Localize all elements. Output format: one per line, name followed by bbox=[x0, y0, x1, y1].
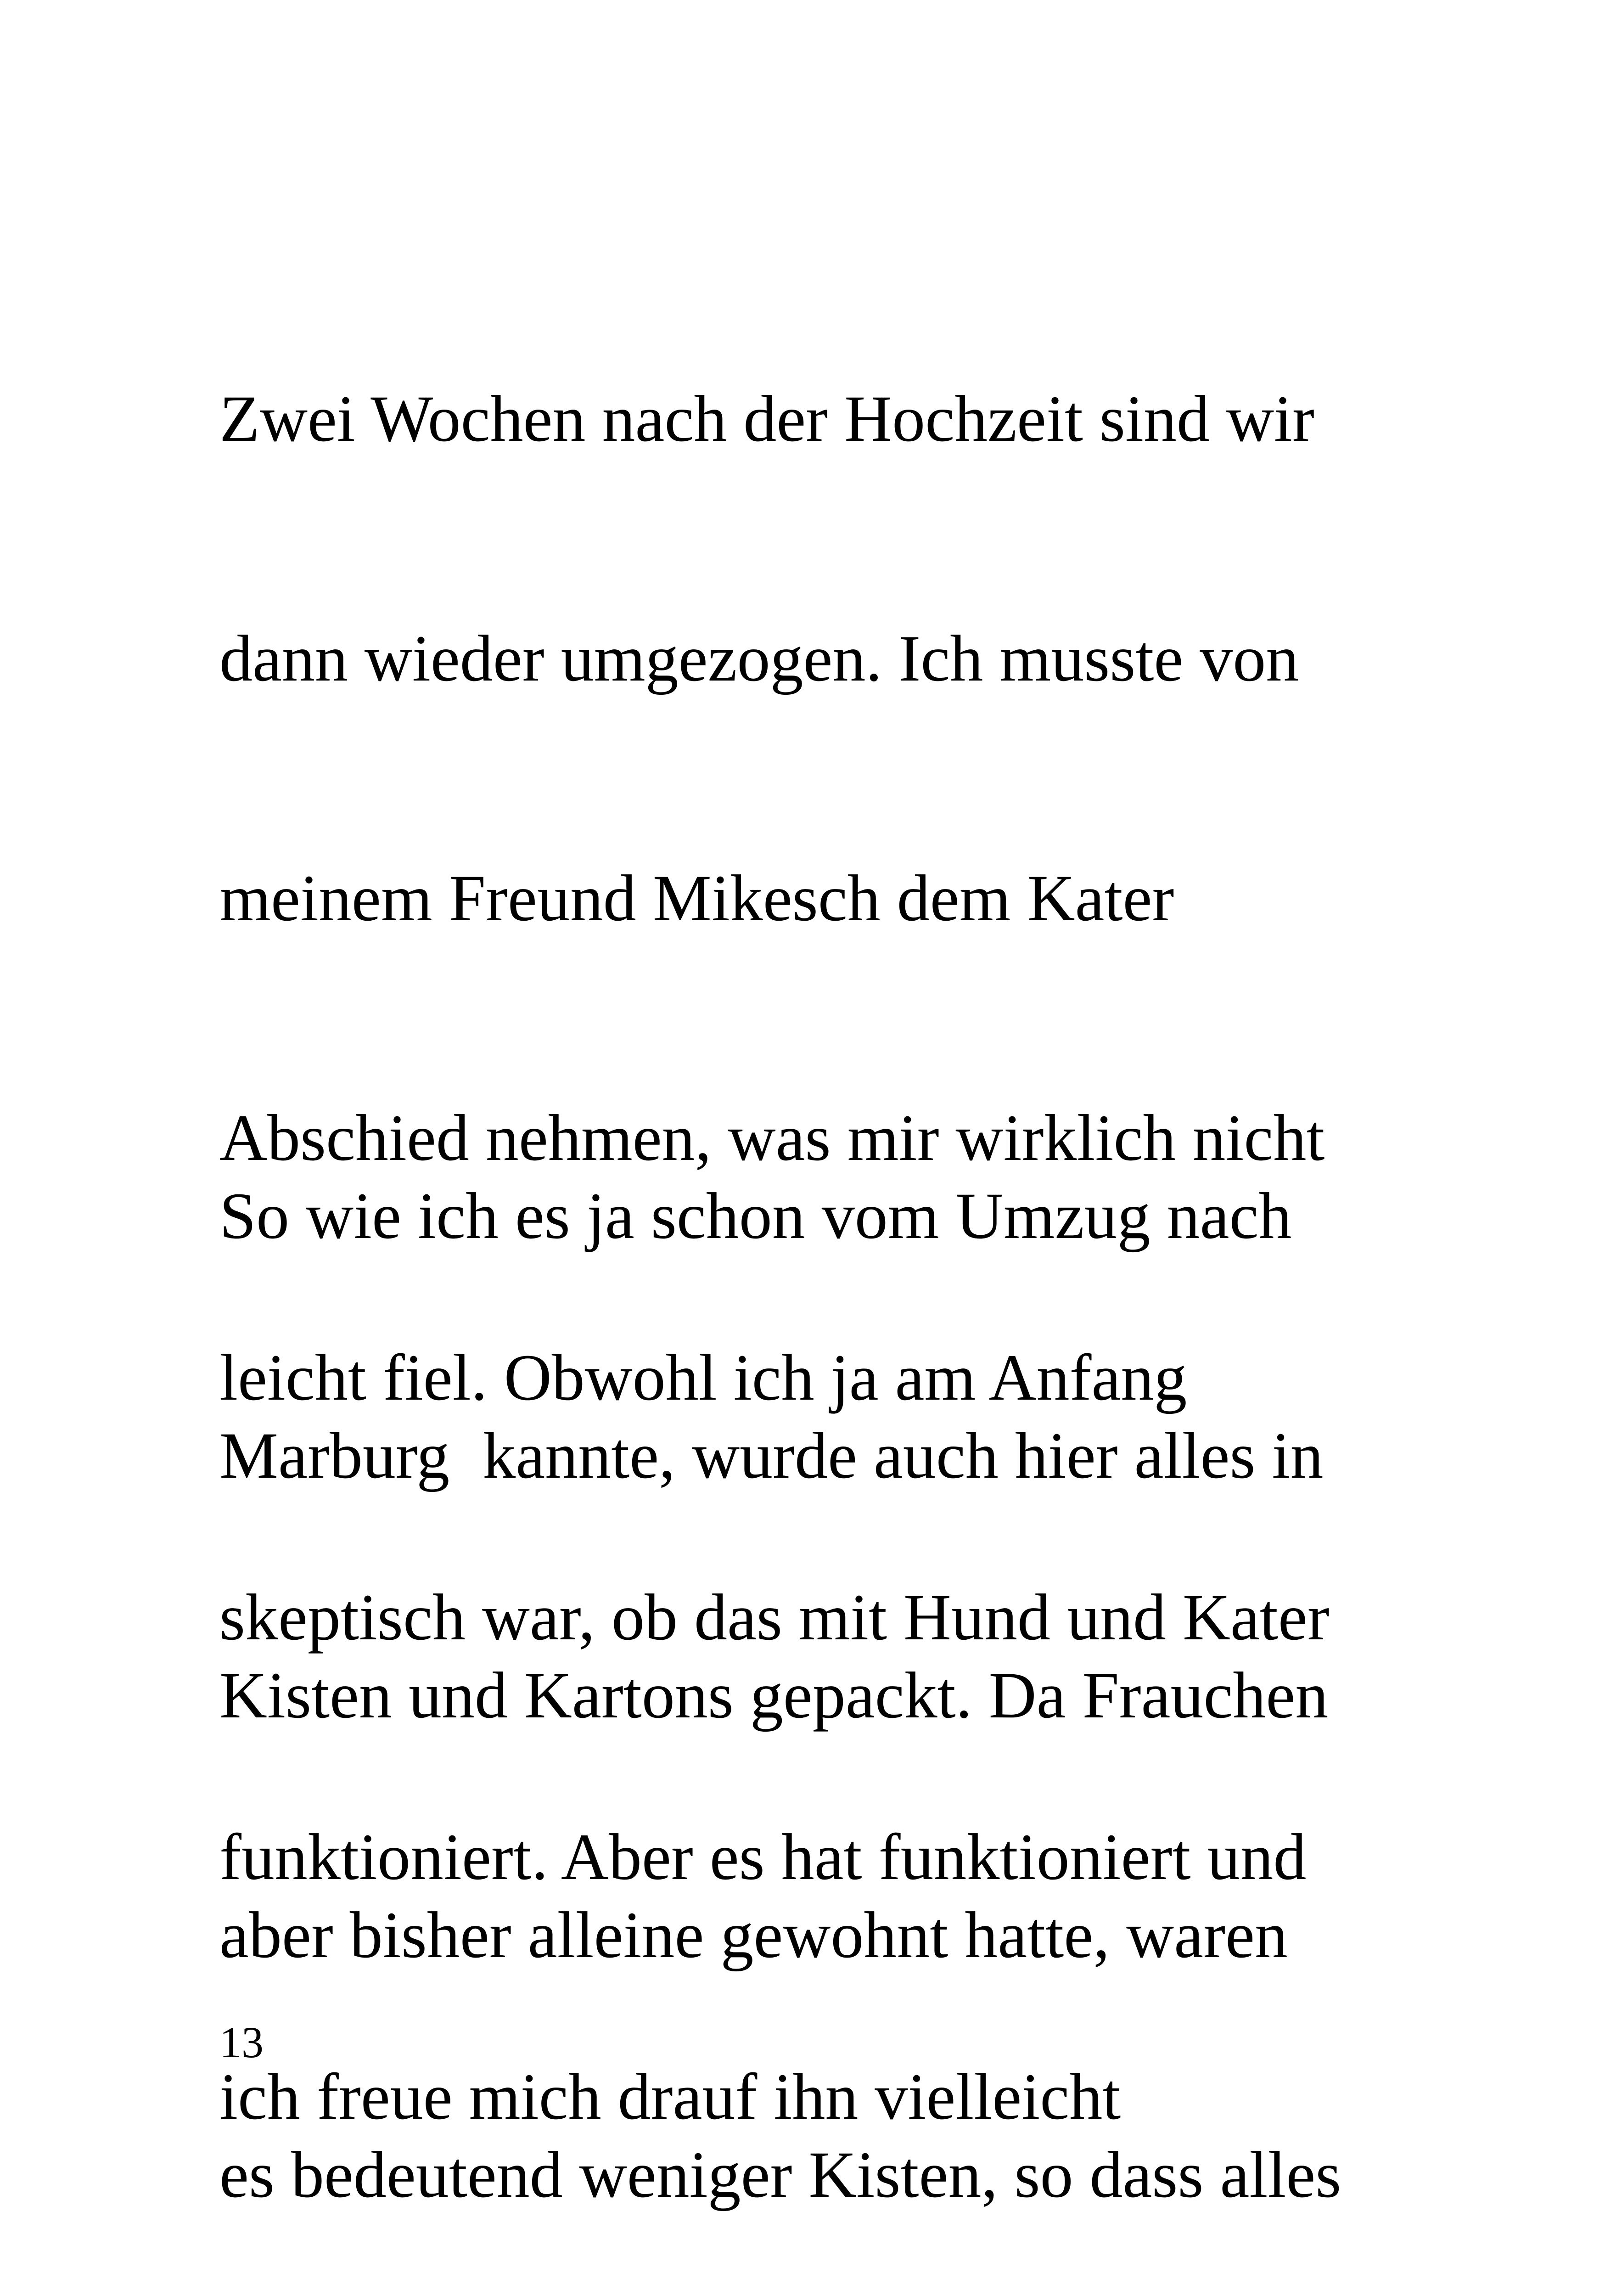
paragraph-line: Zwei Wochen nach der Hochzeit sind wir bbox=[219, 383, 1314, 456]
paragraph-line: aber bisher alleine gewohnt hatte, waren bbox=[219, 1899, 1288, 1972]
paragraph-line: Kisten und Kartons gepackt. Da Frauchen bbox=[219, 1659, 1329, 1732]
paragraph-line: So wie ich es ja schon vom Umzug nach bbox=[219, 1180, 1292, 1253]
paragraph-line: meinem Freund Mikesch dem Kater bbox=[219, 862, 1174, 935]
paragraph-line: leicht fiel. Obwohl ich ja am Anfang bbox=[219, 1341, 1187, 1414]
paragraph-line: funktioniert. Aber es hat funktioniert und bbox=[219, 1821, 1307, 1894]
page-number: 13 bbox=[219, 2018, 264, 2067]
paragraph-line: Marburg kannte, wurde auch hier alles in bbox=[219, 1419, 1324, 1492]
paragraph-line: dann wieder umgezogen. Ich musste von bbox=[219, 622, 1299, 695]
paragraph-line: es bedeutend weniger Kisten, so dass alles bbox=[219, 2138, 1341, 2212]
paragraph-line: skeptisch war, ob das mit Hund und Kater bbox=[219, 1581, 1330, 1654]
paragraph-2 bbox=[219, 1017, 1459, 2296]
paragraph-line: ich freue mich drauf ihn vielleicht bbox=[219, 2060, 1121, 2133]
paragraph-line: Abschied nehmen, was mir wirklich nicht bbox=[219, 1102, 1325, 1175]
